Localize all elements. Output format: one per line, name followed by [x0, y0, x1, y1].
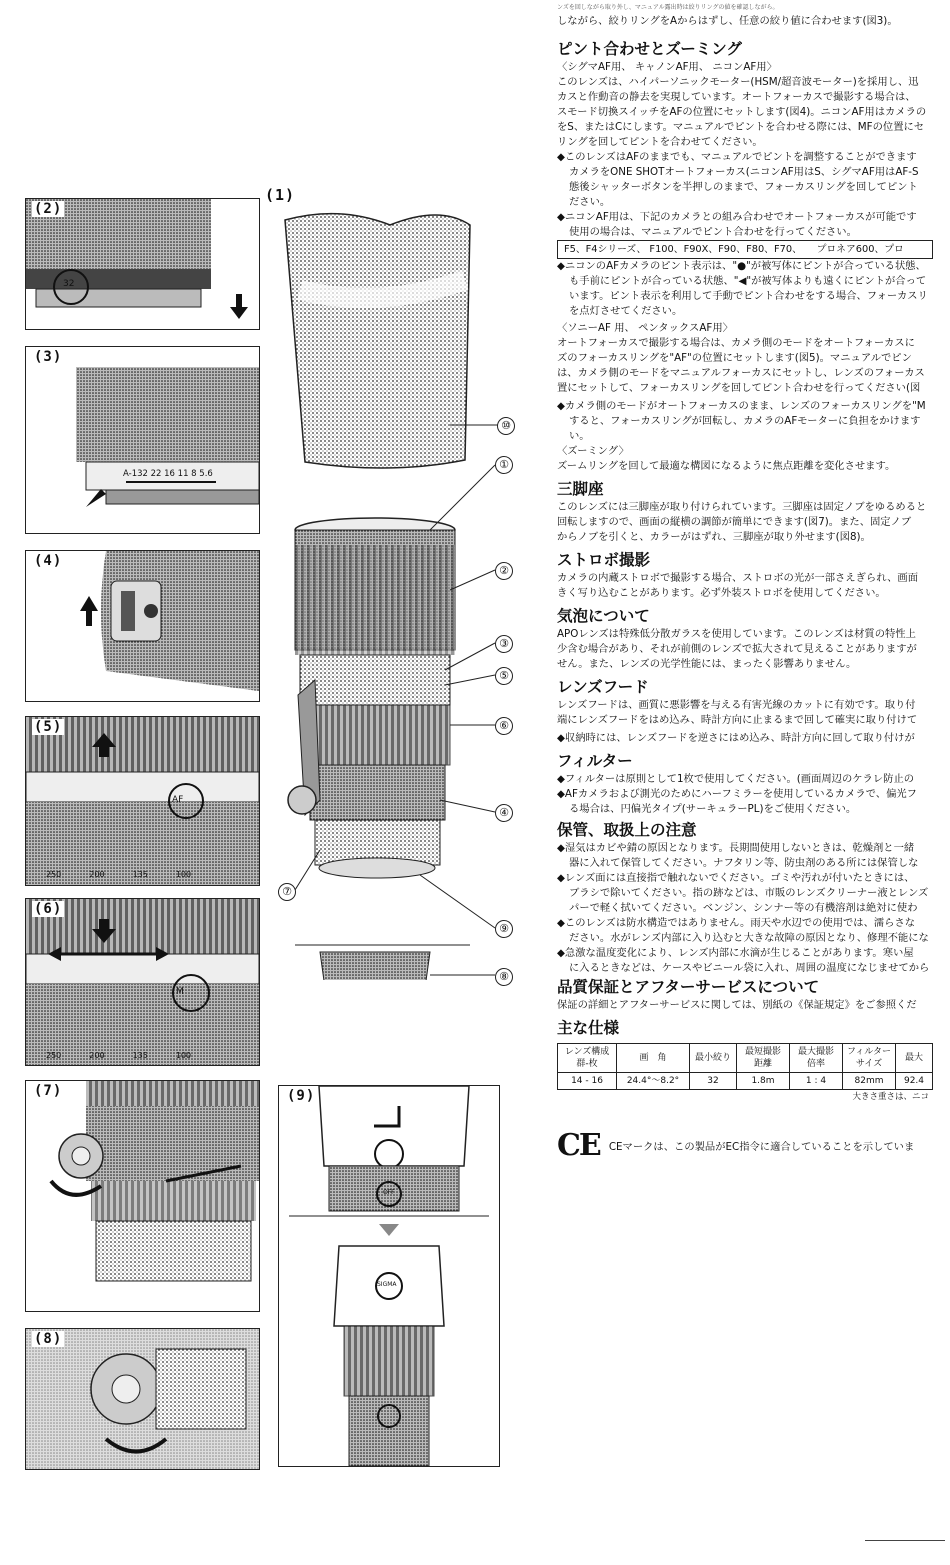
fig5-scale-250: 250 [46, 870, 62, 879]
heading-tripod: 三脚座 [557, 480, 604, 498]
para-line: オートフォーカスで撮影する場合は、カメラ側のモードをオートフォーカスに [557, 337, 915, 349]
figure-2-label: (2) [34, 201, 63, 217]
bullet-filter-single: ◆フィルターは原則として1枚で使用してください。(画面周辺のケラレ防止の [557, 773, 915, 785]
figure-2-illustration [26, 199, 259, 329]
spec-value-cell: 24.4°〜8.2° [617, 1073, 690, 1090]
bullet-af-motor-warning [557, 399, 933, 444]
footer-rule [865, 1540, 945, 1541]
spec-header-cell: 最小絞り [690, 1044, 737, 1073]
figure-5-label: (5) [34, 719, 63, 735]
bullet-line: 使用の場合は、マニュアルでピント合わせを行ってください。 [569, 226, 857, 238]
figure-4 [25, 550, 260, 702]
callout-6: ⑥ [495, 717, 513, 735]
bullet-line: ◆湿気はカビや錆の原因となります。長期間使用しないときは、乾燥剤と一緒 [557, 842, 915, 854]
ce-mark-logo: CE [557, 1128, 600, 1163]
bullet-line: カメラをONE SHOTオートフォーカス(ニコンAF用はS、シグマAF用はAF-S [569, 166, 919, 178]
spec-header-cell: フィルター サイズ [843, 1044, 896, 1073]
bullet-circular-pl [557, 787, 933, 817]
heading-specifications: 主な仕様 [557, 1019, 620, 1037]
spec-value-cell: 32 [690, 1073, 737, 1090]
callout-9: ⑨ [495, 920, 513, 938]
bullet-line: い。 [569, 430, 590, 442]
para-tripod [557, 500, 933, 545]
subheading-sony-pentax: 〈ソニーAF 用、 ペンタックスAF用〉 [557, 322, 733, 334]
heading-care: 保管、取扱上の注意 [557, 821, 697, 839]
heading-focus-zoom: ピント合わせとズーミング [557, 40, 742, 58]
spec-header-cell: 画 角 [617, 1044, 690, 1073]
bullet-line: 態後シャッターボタンを半押しのままで、フォーカスリングを回してピント [569, 181, 918, 193]
figure-6-label: (6) [34, 901, 63, 917]
fig6-focal-scale [46, 1051, 191, 1060]
spec-value-cell: 1.8m [737, 1073, 790, 1090]
para-bubbles [557, 627, 933, 672]
fig9-sigma-mark: SIGMA [377, 1281, 397, 1288]
spec-header-cell: レンズ構成 群-枚 [558, 1044, 617, 1073]
cut-off-top-line: ンズを回しながら取り外し、マニュアル露出時は絞りリングの値を確認しながら。 [557, 4, 779, 11]
spec-header-cell: 最短撮影 距離 [737, 1044, 790, 1073]
bullet-line: ◆急激な温度変化により、レンズ内部に水滴が生じることがあります。寒い屋 [557, 947, 914, 959]
fig5-focal-scale [46, 870, 191, 879]
figure-4-illustration [26, 551, 259, 701]
spec-value-cell: 1 : 4 [790, 1073, 843, 1090]
spec-table [557, 1043, 933, 1090]
para-line: きく写り込むことがあります。必ず外装ストロボを使用してください。 [557, 587, 886, 599]
callout-1: ① [495, 456, 513, 474]
fig9-off-mark: OFF [383, 1189, 395, 1196]
figure-9-label: (9) [287, 1088, 316, 1104]
bullet-line: ◆ニコンAF用は、下記のカメラとの組み合わせでオートフォーカスが可能です [557, 211, 917, 223]
callout-8: ⑧ [495, 968, 513, 986]
figure-6-illustration [26, 899, 259, 1065]
bullet-line: ◆ニコンのAFカメラのピント表示は、"●"が被写体にピントが合っている状態、 [557, 260, 926, 272]
bullet-humidity [557, 841, 933, 871]
intro-line: しながら、絞りリングをAからはずし、任意の絞り値に合わせます(図3)。 [557, 15, 898, 27]
para-line: 置にセットして、フォーカスリングを回してピント合わせを行ってください(図 [557, 382, 921, 394]
fig3-aperture-scale: A-132 22 16 11 8 5.6 [123, 469, 213, 479]
figure-5-illustration [26, 717, 259, 885]
subheading-af-mounts: 〈シグマAF用、 キャノンAF用、 ニコンAF用〉 [557, 61, 777, 73]
para-zooming: ズームリングを回して最適な構図になるように焦点距離を変化させます。 [557, 460, 896, 472]
figure-9-illustration [279, 1086, 499, 1466]
heading-filter: フィルター [557, 752, 633, 770]
figure-9 [278, 1085, 500, 1467]
spec-header-row [558, 1044, 933, 1073]
figure-6 [25, 898, 260, 1066]
figure-1-label: (1) [265, 186, 296, 204]
bullet-not-waterproof [557, 916, 933, 946]
para-line: このレンズには三脚座が取り付けられています。三脚座は固定ノブをゆるめると [557, 501, 927, 513]
para-warranty: 保証の詳細とアフターサービスに関しては、別紙の《保証規定》をご参照くだ [557, 999, 917, 1011]
para-lens-hood [557, 698, 933, 728]
bullet-line: ◆このレンズは防水構造ではありません。雨天や水辺での使用では、濡らさな [557, 917, 916, 929]
fig6-scale-200: 200 [89, 1051, 105, 1060]
bullet-line: ださい。水がレンズ内部に入り込むと大きな故障の原因となり、修理不能にな [569, 932, 929, 944]
spec-header-cell: 最大撮影 倍率 [790, 1044, 843, 1073]
para-hsm-line: カスと作動音の静去を実現しています。オートフォーカスで撮影する場合は、 [557, 91, 916, 103]
para-line: からノブを引くと、カラーがはずれ、三脚座が取り外せます(図8)。 [557, 531, 871, 543]
bullet-hood-storage: ◆収納時には、レンズフードを逆さにはめ込み、時計方向に回して取り付けが [557, 732, 915, 744]
para-hsm-line: スモード切換スイッチをAFの位置にセットします(図4)。ニコンAF用はカメラの [557, 106, 927, 118]
fig6-scale-100: 100 [175, 1051, 192, 1060]
figure-8-label: (8) [34, 1331, 63, 1347]
bullet-manual-override [557, 150, 933, 210]
fig5-scale-200: 200 [89, 870, 105, 879]
figure-3-illustration [26, 347, 259, 533]
callout-2: ② [495, 562, 513, 580]
figure-7-illustration [26, 1081, 259, 1311]
fig2-aperture-mark: 32 [63, 279, 75, 289]
figure-3-label: (3) [34, 349, 63, 365]
fig5-af-mark: AF [172, 795, 184, 805]
heading-bubbles: 気泡について [557, 607, 650, 625]
nikon-camera-list-box: F5、F4シリーズ、 F100、F90X、F90、F80、F70、 プロネア600、プロ [557, 240, 933, 259]
figure-4-label: (4) [34, 553, 63, 569]
fig5-scale-135: 135 [132, 870, 148, 879]
para-line: せん。また、レンズの光学性能には、まったく影響ありません。 [557, 658, 857, 670]
para-line: 端にレンズフードをはめ込み、時計方向に止まるまで回して確実に取り付けて [557, 714, 918, 726]
callout-3: ③ [495, 635, 513, 653]
bullet-line: る場合は、円偏光タイプ(サーキュラーPL)をご使用ください。 [569, 803, 857, 815]
fig6-scale-135: 135 [132, 1051, 148, 1060]
bullet-line: ◆AFカメラおよび測光のためにハーフミラーを使用しているカメラで、偏光フ [557, 788, 917, 800]
para-sony-pentax [557, 336, 933, 396]
bullet-line: 器に入れて保管してください。ナフタリン等、防虫剤のある所には保管しな [569, 857, 919, 869]
spec-value-cell: 82mm [843, 1073, 896, 1090]
callout-10: ⑩ [497, 417, 515, 435]
para-line: APOレンズは特殊低分散ガラスを使用しています。このレンズは材質の特性上 [557, 628, 916, 640]
bullet-line: を点灯させてください。 [569, 305, 683, 317]
bullet-line: います。ピント表示を利用して手動でピント合わせをする場合、フォーカスリ [569, 290, 928, 302]
heading-lens-hood: レンズフード [557, 678, 649, 696]
figure-8-illustration [26, 1329, 259, 1469]
bullet-line: パーで軽く拭いてください。ベンジン、シンナー等の有機溶剤は絶対に使わ [569, 902, 918, 914]
figure-2 [25, 198, 260, 330]
bullet-line: ◆カメラ側のモードがオートフォーカスのまま、レンズのフォーカスリングを"M [557, 400, 926, 412]
bullet-nikon-compat [557, 210, 933, 240]
fig5-scale-100: 100 [175, 870, 192, 879]
figure-3 [25, 346, 260, 534]
ce-conformity-notice [557, 1128, 914, 1163]
bullet-lens-surface [557, 871, 933, 916]
heading-flash: ストロボ撮影 [557, 551, 651, 569]
fig6-m-mark: M [176, 987, 184, 997]
spec-value-cell: 92.4 [896, 1073, 933, 1090]
para-line: カメラの内蔵ストロボで撮影する場合、ストロボの光が一部さえぎられ、画面 [557, 572, 919, 584]
fig6-scale-250: 250 [46, 1051, 62, 1060]
para-hsm [557, 75, 933, 150]
callout-5: ⑤ [495, 667, 513, 685]
subheading-zooming: 〈ズーミング〉 [557, 445, 629, 457]
bullet-line: ブラシで除いてください。指の跡などは、市販のレンズクリーナー液とレンズ [569, 887, 929, 899]
para-line: 少含む場合があり、それが前側のレンズで拡大されて見えることがありますが [557, 643, 917, 655]
figure-7 [25, 1080, 260, 1312]
ce-statement: CEマークは、この製品がEC指令に適合していることを示していま [608, 1141, 915, 1153]
spec-value-cell: 14 - 16 [558, 1073, 617, 1090]
bullet-line: すると、フォーカスリングが回転し、カメラのAFモーターに負担をかけます [569, 415, 921, 427]
callout-4: ④ [495, 804, 513, 822]
bullet-line: も手前にピントが合っている状態、"◀"が被写体よりも遠くにピントが合って [569, 275, 927, 287]
bullet-line: ◆レンズ面には直接指で触れないでください。ゴミや汚れが付いたときには、 [557, 872, 915, 884]
bullet-condensation [557, 946, 933, 976]
para-hsm-line: このレンズは、ハイパーソニックモーター(HSM/超音波モーター)を採用し、迅 [557, 76, 919, 88]
instruction-text-column [557, 0, 950, 1565]
para-line: レンズフードは、画質に悪影響を与える有害光線のカットに有効です。取り付 [557, 699, 916, 711]
figure-7-label: (7) [34, 1083, 63, 1099]
spec-header-cell: 最大 [896, 1044, 933, 1073]
figure-1-exploded-lens-illustration [280, 200, 555, 980]
spec-value-row [558, 1073, 933, 1090]
heading-warranty: 品質保証とアフターサービスについて [557, 978, 820, 996]
bullet-line: ◆このレンズはAFのままでも、マニュアルでピントを調整することができます [557, 151, 917, 163]
para-hsm-line: をS、またはCにします。マニュアルでピントを合わせる際には、MFの位置にセ [557, 121, 925, 133]
figure-5 [25, 716, 260, 886]
bullet-nikon-focus-indicator [557, 259, 933, 319]
bullet-line: に入るときなどは、ケースやビニール袋に入れ、周囲の温度になじませてから [569, 962, 930, 974]
spec-table-note: 大きさ重さは、ニコ [852, 1092, 929, 1102]
callout-7: ⑦ [278, 883, 296, 901]
para-hsm-line: リングを回してピントを合わせてください。 [557, 136, 763, 148]
para-line: ズのフォーカスリングを"AF"の位置にセットします(図5)。マニュアルでピン [557, 352, 912, 364]
figure-8 [25, 1328, 260, 1470]
para-flash [557, 571, 933, 601]
para-line: 回転しますので、画面の縦横の調節が簡単にできます(図7)。また、固定ノブ [557, 516, 912, 528]
bullet-line: ださい。 [569, 196, 611, 208]
para-line: は、カメラ側のモードをマニュアルフォーカスにセットし、レンズのフォーカス [557, 367, 925, 379]
